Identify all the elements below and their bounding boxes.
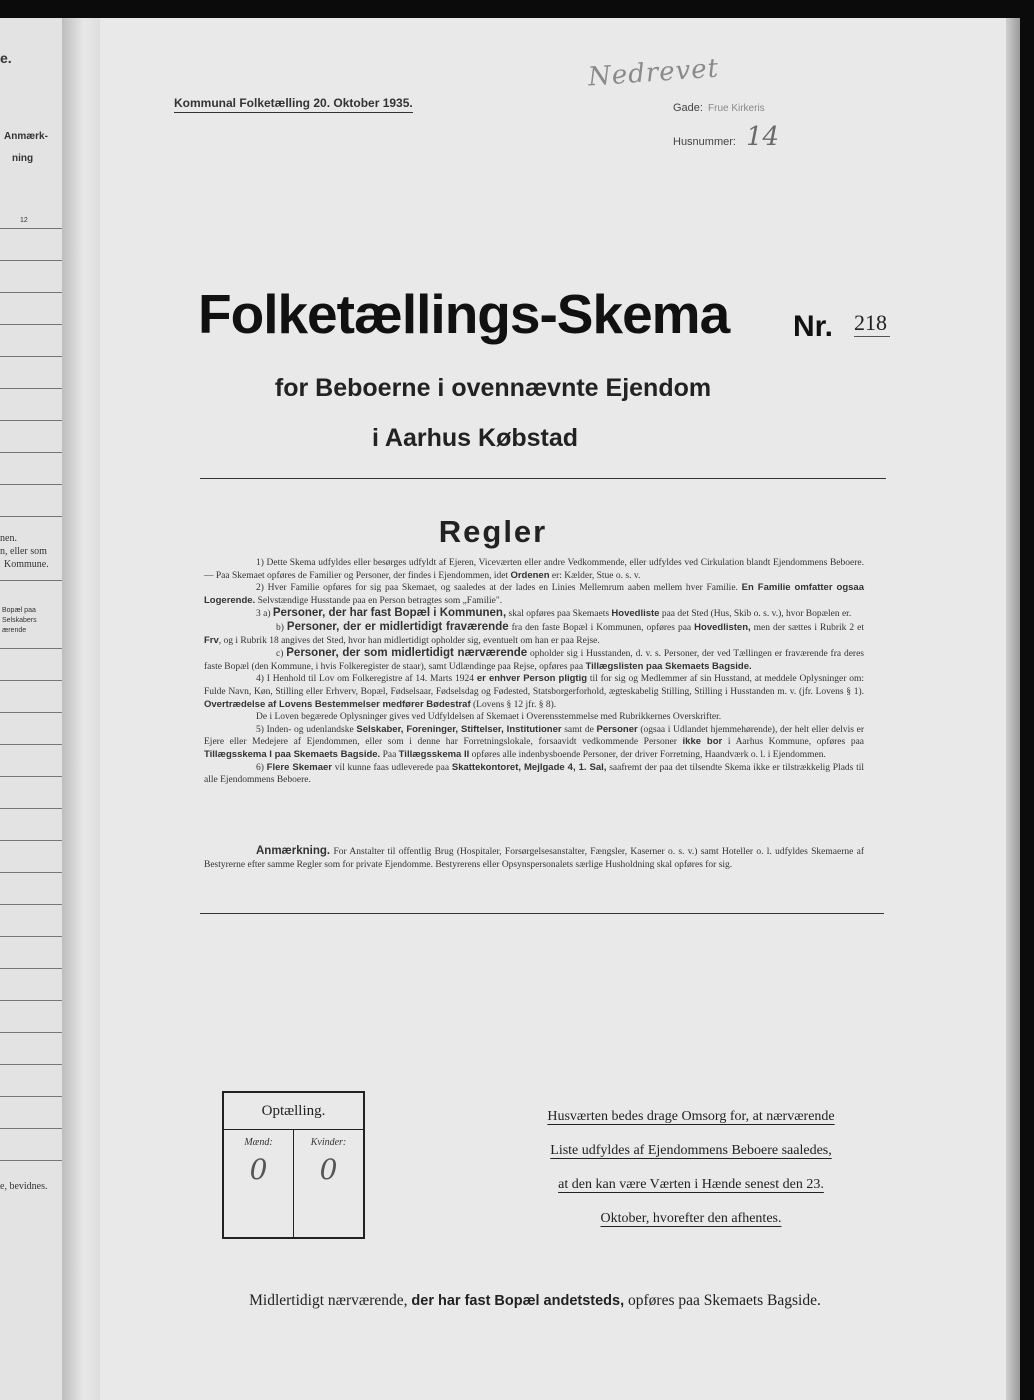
- left-page-snippet: Bopæl paa: [2, 607, 36, 614]
- form-subtitle-2: i Aarhus Købstad: [371, 424, 579, 452]
- divider: [200, 478, 886, 479]
- left-page-snippet: ning: [12, 153, 34, 164]
- street-printed: Frue Kirkeris: [708, 103, 765, 114]
- rule-4b: De i Loven begærede Oplysninger gives ved Udfyldelsen af Skemaet i Overensstemmelse med Rubrikkernes Overskrifter.: [256, 712, 722, 723]
- landlord-line: Liste udfyldes af Ejendommens Beboere saaledes,: [550, 1143, 832, 1158]
- left-page-snippet: ærende: [2, 627, 27, 634]
- form-nr-value: 218: [854, 310, 890, 337]
- men-count: 0: [249, 1153, 268, 1186]
- rule-3b: b) Personer, der er midlertidigt fraværende fra den faste Bopæl i Kommunen, opføres paa Hovedlisten, men der sættes i Rubrik 2 et Frv, og i Rubrik 18 angives det Sted, hvor han midlertidigt opholder sig, eventuelt om han er paa Rejse.: [204, 620, 864, 646]
- note-paragraph: [204, 845, 864, 871]
- divider: [200, 913, 884, 914]
- street-label: Gade:: [673, 102, 703, 114]
- count-box: [222, 1091, 365, 1239]
- left-page-snippet: e, bevidnes.: [0, 1181, 48, 1192]
- page-edge: [1006, 18, 1020, 1400]
- men-label: Mænd:: [244, 1137, 273, 1148]
- form-title: Folketællings-Skema: [198, 283, 730, 345]
- left-page-snippet: 12: [20, 217, 28, 224]
- house-number-value: 14: [746, 122, 780, 152]
- census-form-page: [100, 18, 1006, 1400]
- form-nr-label: Nr.: [793, 310, 834, 343]
- rule-1: 1) Dette Skema udfyldes eller besørges udfyldt af Ejeren, Viceværten eller andre Vedkommende, eller udfyldes ved Cirkulation blandt Ejendommens Beboere. — Paa Skemaet opføres de Familier og Personer, der findes i Ejendommen, idet Ordenen er: Kælder, Stue o. s. v.: [204, 558, 864, 581]
- left-page-snippet: e.: [0, 50, 12, 66]
- rule-2: 2) Hver Familie opføres for sig paa Skemaet, og saaledes at der lades en Linies Mellemrum aaben mellem hver Familie. En Familie omfatter ogsaa Logerende. Selvstændige Husstande paa en Person betragtes som „Familie".: [204, 582, 864, 606]
- rules-body: [204, 557, 864, 787]
- census-header: Kommunal Folketælling 20. Oktober 1935.: [174, 96, 413, 113]
- house-number-label: Husnummer:: [673, 136, 736, 148]
- women-label: Kvinder:: [310, 1137, 347, 1148]
- rule-3a: 3 a) Personer, der har fast Bopæl i Kommunen, skal opføres paa Skemaets Hovedliste paa det Sted (Hus, Skib o. s. v.), hvor Bopælen er.: [256, 607, 852, 620]
- left-page-snippet: Kommune.: [4, 559, 49, 570]
- note-text: For Anstalter til offentlig Brug (Hospitaler, Forsørgelsesanstalter, Fængsler, Kaserner o. s. v.) samt Hoteller o. l. udfyldes Skemaerne af Bestyrerne efter samme Regler som for private Ejendomme. Bestyrerens eller Opsynspersonalets særlige Husholdning skal opføres for sig.: [204, 847, 865, 870]
- left-page-snippet: Selskabers: [2, 617, 37, 624]
- rule-3c: c) Personer, der som midlertidigt nærværende opholder sig i Husstanden, d. v. s. Personer, der ved Tællingen er fraværende fra deres faste Bopæl (den Kommune, i hvis Folkeregister de staar), samt Udlændinge paa Rejse, opføres paa Tillægslisten paa Skemaets Bagside.: [204, 647, 864, 672]
- landlord-line: at den kan være Værten i Hænde senest den 23.: [558, 1177, 824, 1192]
- women-count: 0: [319, 1153, 338, 1186]
- footer-note: Midlertidigt nærværende, der har fast Bopæl andetsteds, opføres paa Skemaets Bagside.: [249, 1292, 821, 1309]
- landlord-line: Oktober, hvorefter den afhentes.: [600, 1211, 782, 1226]
- street-handwritten: Nedrevet: [587, 53, 721, 93]
- form-subtitle-1: for Beboerne i ovennævnte Ejendom: [274, 374, 712, 402]
- landlord-line: Husværten bedes drage Omsorg for, at nærværende: [547, 1109, 835, 1124]
- rules-heading: Regler: [438, 514, 548, 549]
- rule-6: 6) Flere Skemaer vil kunne faas udleverede paa Skattekontoret, Mejlgade 4, 1. Sal, saafremt der paa det tilsendte Skema ikke er tilstrækkelig Plads til alle Ejendommens Beboere.: [204, 761, 865, 786]
- note-block: [204, 845, 864, 871]
- rule-5: 5) Inden- og udenlandske Selskaber, Foreninger, Stiftelser, Institutioner samt de Personer (ogsaa i Udlandet hjemmehørende), der helt eller delvis er Ejere eller Medejere af Ejendommen, eller som i denne har Forretningslokale, forsaavidt vedkommende Personer ikke bor i Aarhus Kommune, opføres paa Tillægsskema I paa Skemaets Bagside. Paa Tillægsskema II opføres alle indenbysboende Personer, der driver Forretning, Haandværk o. l. i Ejendommen.: [204, 723, 865, 760]
- rule-4: 4) I Henhold til Lov om Folkeregistre af 14. Marts 1924 er enhver Person pligtig til for sig og Medlemmer af sin Husstand, at meddele Oplysninger om: Fulde Navn, Køn, Stilling eller Erhverv, Bopæl, Fødselsaar, Fødselsdag og Fødested, Statsborgerforhold, ægteskabelig Stilling, Stilling i Husstanden m. v. (jfr. Lovens § 1). Overtrædelse af Lovens Bestemmelser medfører Bødestraf (Lovens § 12 jfr. § 8).: [204, 673, 865, 710]
- landlord-instructions: [520, 1100, 862, 1236]
- left-page-snippet: Anmærk-: [4, 131, 48, 142]
- left-page-snippet: n, eller som: [0, 546, 47, 557]
- page-gutter: [62, 18, 102, 1400]
- left-partial-page: [0, 18, 62, 1400]
- count-box-title: Optælling.: [261, 1103, 326, 1119]
- note-label: Anmærkning.: [256, 845, 331, 857]
- left-page-snippet: nen.: [0, 533, 17, 544]
